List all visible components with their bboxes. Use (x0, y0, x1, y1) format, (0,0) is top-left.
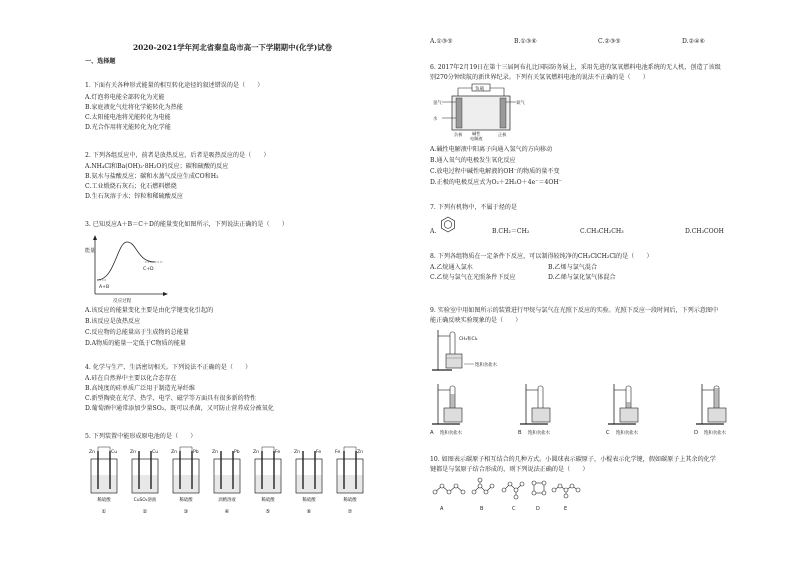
model-label-d: D (536, 506, 540, 512)
negative-electrode (456, 98, 462, 128)
q1-option-a[interactable]: A.灯泡将电能全部转化为光能 (85, 94, 165, 101)
carbon-chain-models (430, 478, 590, 516)
model-label-e: E (564, 506, 568, 512)
q7-option-b[interactable]: B.CH₂＝CH₂ (492, 228, 530, 235)
galvanic-cell (294, 449, 322, 515)
solution (133, 475, 158, 493)
q9-option-letter: A (430, 430, 434, 436)
model-c (502, 482, 524, 499)
q6-option-c[interactable]: C.放电过程中碱性电解液的OH⁻的物质的量不变 (430, 168, 560, 175)
fuel-cell-diagram (430, 84, 530, 142)
model-d (532, 481, 546, 495)
left-electrode-label: Zn (253, 450, 260, 455)
solution (338, 475, 363, 493)
device-number: ⑦ (347, 509, 353, 515)
q3-option-b[interactable]: B.该反应是放热反应 (85, 318, 141, 325)
water-label: 水 (433, 117, 438, 122)
cd-label: C+D (143, 267, 154, 272)
q9-option-caption: 饱和食盐水 (528, 431, 550, 436)
solution-label: 稀硫酸 (343, 498, 357, 503)
q5-option-d[interactable]: D.②④⑥ (682, 38, 705, 45)
q10-stem-line1: 10. 如图表示碳原子相互结合的几种方式。小圆球表示碳原子，小棍表示化学键，假如碳原子上其余的化学 (430, 456, 716, 463)
q8-option-b[interactable]: B.乙烯与氯气混合 (548, 264, 598, 271)
solution-label: 稀硫酸 (302, 498, 316, 503)
trough (446, 354, 462, 368)
energy-diagram (85, 232, 195, 304)
q9-option-caption: 饱和食盐水 (440, 431, 462, 436)
h2-label: 氢气 (433, 101, 442, 106)
methane-setup-diagram (430, 326, 540, 376)
trough (708, 408, 726, 422)
left-electrode-label: Fe (335, 450, 341, 455)
q7-option-c[interactable]: C.CH₃CH₂CH₃ (580, 228, 624, 235)
solution-label: CuSO₄溶液 (133, 498, 157, 503)
q3-option-c[interactable]: C.反应物的总能量高于生成物的总能量 (85, 329, 189, 336)
right-electrode-label: Fe (275, 450, 281, 455)
device-number: ⑥ (306, 509, 312, 515)
q6-stem-line2: 别270分钟续航的新世界纪录。下列有关氢氧燃料电池的说法不正确的是（ ） (430, 74, 649, 81)
q9-option-apparatus[interactable] (430, 384, 463, 436)
trough (620, 408, 638, 422)
q4-option-b[interactable]: B.高纯度的硅单质广泛用于制造光导纤维 (85, 385, 196, 392)
alkaline-label: 碱性 (472, 131, 481, 136)
q4-stem: 4. 化学与生产、生活密切相关。下列说法不正确的是（ ） (85, 364, 252, 371)
x-arrow-icon (163, 292, 168, 296)
model-label-c: C (512, 506, 516, 512)
q9-option-caption: 饱和食盐水 (616, 431, 638, 436)
right-electrode-label: Cu (111, 450, 118, 455)
wire-left (458, 88, 472, 96)
right-electrode-label: Pb (234, 450, 240, 455)
device-number: ⑤ (265, 509, 271, 515)
right-electrode-label: Cu (152, 450, 159, 455)
y-arrow-icon (93, 235, 97, 240)
trough (532, 408, 550, 422)
galvanic-cell (335, 447, 363, 515)
model-a (433, 484, 465, 494)
trough (444, 408, 462, 422)
gas-label: CH₄和Cl₂ (459, 337, 478, 342)
right-electrode-label: Zn (357, 450, 364, 455)
q8-option-a[interactable]: A.乙烷通入氯水 (430, 264, 473, 271)
device-number: ④ (224, 509, 230, 515)
q4-option-d[interactable]: D.葡萄酒中通常添加少量SO₂，既可以杀菌，又可防止营养成分被氧化 (85, 405, 274, 412)
solution (92, 475, 117, 493)
q9-option-letter: B (518, 430, 522, 436)
device-number: ③ (183, 509, 189, 515)
q9-option-apparatus[interactable] (518, 384, 551, 436)
q9-stem-line1: 9. 实验室中用如图所示的装置进行甲烷与氯气在光照下反应的实验。光照下反应一段时间后，下列示意图中 (430, 307, 719, 314)
q5-option-b[interactable]: B.①③⑥ (514, 38, 537, 45)
load-label: 负载 (475, 87, 485, 92)
q2-stem: 2. 下列各组反应中，前者是放热反应，后者是吸热反应的是（ ） (85, 152, 270, 159)
model-b (472, 478, 494, 494)
q2-option-b[interactable]: B.氨水与盐酸反应；碳和水蒸气反应生成CO和H₂ (85, 173, 219, 180)
q1-option-b[interactable]: B.家庭液化气灶将化学能转化为热能 (85, 104, 183, 111)
q6-option-a[interactable]: A.碱性电解液中阳离子向通入氢气的方向移动 (430, 146, 553, 153)
q3-stem: 3. 已知反应A＋B＝C＋D的能量变化如图所示，下列说法正确的是（ ） (85, 221, 288, 228)
q1-option-d[interactable]: D.光合作用将光能转化为化学能 (85, 124, 171, 131)
galvanic-cell (253, 447, 281, 515)
x-axis-label: 反应过程 (113, 299, 132, 304)
wire (344, 447, 356, 451)
brine-label: 饱和食盐水 (475, 363, 497, 368)
q9-option-caption: 饱和食盐水 (704, 431, 726, 436)
q9-option-apparatus[interactable] (606, 384, 639, 436)
energy-curve (97, 242, 155, 280)
solution (256, 475, 281, 493)
electrolyte-label: 电解液 (470, 136, 483, 141)
solution-label: 酒精溶液 (218, 498, 236, 503)
q3-option-d[interactable]: D.A物质的能量一定低于C物质的能量 (85, 340, 186, 347)
galvanic-cell (89, 447, 117, 515)
solution-label: 稀硫酸 (261, 498, 275, 503)
electrode-neg-label: 负极 (454, 132, 463, 137)
q10-stem-line2: 键都是与氢原子结合形成的，则下列说法正确的是（ ） (430, 466, 589, 473)
q7-stem: 7. 下列有机物中，不属于烃的是 (430, 204, 517, 211)
q9-option-apparatus[interactable] (694, 384, 727, 436)
q8-option-d[interactable]: D.乙烯与氯化氢气体混合 (548, 274, 616, 281)
left-electrode-label: Zn (171, 450, 178, 455)
solution-label: 稀硫酸 (97, 498, 111, 503)
model-label-b: B (480, 506, 484, 512)
q2-option-a[interactable]: A.NH₄Cl和Ba(OH)₂·8H₂O的反应；碳和硫酸的反应 (85, 163, 229, 170)
q5-option-a[interactable]: A.①③⑤ (430, 38, 453, 45)
q9-stem-line2: 能正确反映实验现象的是（ ） (430, 317, 522, 324)
device-number: ① (101, 509, 107, 515)
device-number: ② (142, 509, 148, 515)
galvanic-cells-svg (85, 445, 385, 525)
wire (180, 447, 192, 451)
wire (262, 447, 274, 451)
page-title: 2020-2021学年河北省秦皇岛市高一下学期期中(化学)试卷 (133, 43, 333, 52)
wire (98, 447, 110, 451)
o2-label: 氧气 (516, 101, 525, 106)
section-heading: 一、选择题 (85, 58, 116, 65)
q7-option-a[interactable]: A. (430, 228, 437, 235)
q1-option-c[interactable]: C.太阳能电池将光能转化为电能 (85, 114, 171, 121)
q9-option-letter: C (606, 430, 610, 436)
galvanic-cell (130, 449, 158, 515)
electrode-pos-label: 正极 (498, 132, 507, 137)
q1-stem: 1. 下面有关各种形式能量的相互转化途径的叙述错误的是（ ） (85, 82, 264, 89)
left-electrode-label: Zn (212, 450, 219, 455)
left-electrode-label: Zn (89, 450, 96, 455)
q4-option-a[interactable]: A.硅在自然界中主要以化合态存在 (85, 375, 177, 382)
benzene-ring-icon (440, 216, 456, 234)
y-axis-label: 能量 (85, 248, 96, 254)
ab-label: A+B (99, 285, 110, 290)
q7-option-d[interactable]: D.CH₃COOH (685, 228, 724, 235)
right-electrode-label: Fe (316, 450, 322, 455)
q6-stem-line1: 6. 2017年2月19日在第十三届阿布扎比国际防务展上，采用先进的氢氧燃料电池系统的无人机，创造了该级 (430, 64, 721, 71)
galvanic-cell (171, 447, 199, 515)
q9-options-svg (430, 380, 775, 440)
q8-stem: 8. 下列各组物质在一定条件下反应，可以制得较纯净的CH₃ClCH₂Cl的是（ ） (430, 253, 653, 260)
solution (297, 475, 322, 493)
q8-option-c[interactable]: C.乙烷与氯气在光照条件下反应 (430, 274, 516, 281)
q6-option-b[interactable]: B.通入氧气的电极发生氧化反应 (430, 157, 516, 164)
solution (174, 475, 199, 493)
q4-option-c[interactable]: C.新型陶瓷在光学、热学、电学、磁学等方面具有很多新的特性 (85, 395, 256, 402)
q2-option-c[interactable]: C.工业煅烧石灰石；化石燃料燃烧 (85, 183, 177, 190)
right-electrode-label: Pb (193, 450, 199, 455)
q5-stem: 5. 下列装置中能形成原电池的是（ ） (85, 433, 197, 440)
left-electrode-label: Zn (294, 450, 301, 455)
q6-option-d[interactable]: D.正极的电极反应式为O₂＋2H₂O＋4e⁻＝4OH⁻ (430, 179, 562, 186)
solution-label: 稀硫酸 (179, 498, 193, 503)
model-e (552, 484, 580, 498)
model-label-a: A (440, 506, 444, 512)
wire-right (490, 88, 504, 96)
q9-option-letter: D (694, 430, 698, 436)
galvanic-cell (212, 449, 240, 515)
q2-option-d[interactable]: D.生石灰溶于水；锌粒和稀硫酸反应 (85, 193, 184, 200)
q5-option-c[interactable]: C.②③⑤ (598, 38, 621, 45)
solution (215, 475, 240, 493)
q3-option-a[interactable]: A.该反应的能量变化主要是由化学键变化引起的 (85, 307, 214, 314)
left-electrode-label: Zn (130, 450, 137, 455)
positive-electrode (500, 98, 506, 128)
